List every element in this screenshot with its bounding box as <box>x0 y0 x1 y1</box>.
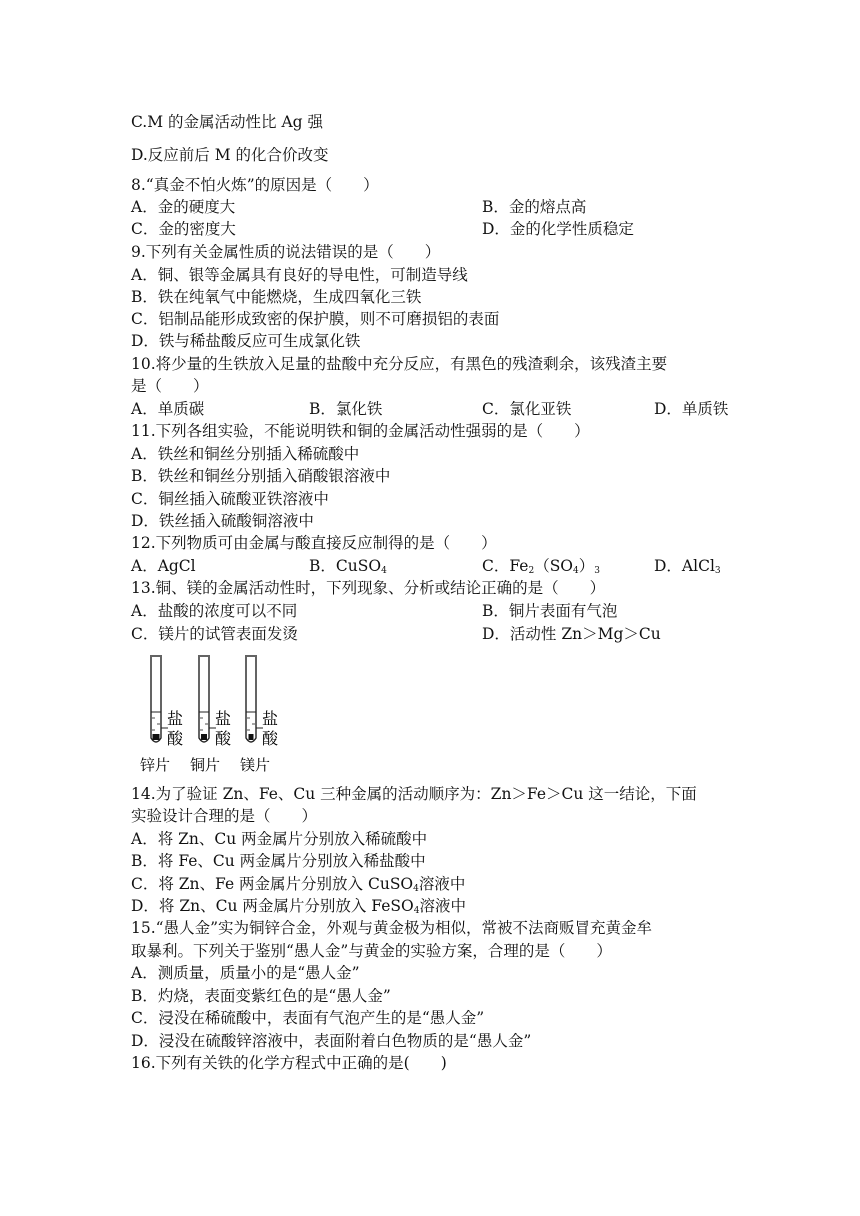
copper-plate-label: 铜片 <box>190 756 221 774</box>
test-tube-zinc <box>150 656 168 742</box>
q8-option-b: B．金的熔点高 <box>482 198 587 216</box>
q13-option-d: D．活动性 Zn＞Mg＞Cu <box>482 625 661 643</box>
q9-option-d: D．铁与稀盐酸反应可生成氯化铁 <box>131 332 361 350</box>
q10-option-b: B．氯化铁 <box>309 400 383 418</box>
acid-label-3-bottom: 酸 <box>262 729 279 748</box>
q8-option-a: A．金的硬度大 <box>131 198 236 216</box>
magnesium-plate-label: 镁片 <box>240 756 271 774</box>
acid-label-2-bottom: 酸 <box>215 729 232 748</box>
q15-option-b: B．灼烧，表面变紫红色的是“愚人金” <box>131 987 391 1005</box>
q15-option-c: C．浸没在稀硫酸中，表面有气泡产生的是“愚人金” <box>131 1009 485 1027</box>
q12-option-d: D．AlCl$_3$ <box>654 557 721 576</box>
q14-option-b: B．将 Fe、Cu 两金属片分别放入稀盐酸中 <box>131 852 426 870</box>
q13-option-b: B．铜片表面有气泡 <box>482 602 618 620</box>
q8-option-d: D．金的化学性质稳定 <box>482 220 634 238</box>
question-15-stem-line1: 15.“愚人金”实为铜锌合金，外观与黄金极为相似，常被不法商贩冒充黄金牟 <box>131 919 653 937</box>
q14-option-d: D．将 Zn、Cu 两金属片分别放入 FeSO$_4$溶液中 <box>131 897 466 916</box>
q13-option-a: A．盐酸的浓度可以不同 <box>131 602 298 620</box>
q13-option-c: C．镁片的试管表面发烫 <box>131 625 298 643</box>
q10-option-c: C．氯化亚铁 <box>482 400 572 418</box>
question-13-stem: 13.铜、镁的金属活动性时，下列现象、分析或结论正确的是（ ） <box>131 579 606 597</box>
q10-option-d: D．单质铁 <box>654 400 729 418</box>
q11-option-d: D．铁丝插入硫酸铜溶液中 <box>131 512 314 530</box>
question-11-stem: 11.下列各组实验，不能说明铁和铜的金属活动性强弱的是（ ） <box>131 422 590 440</box>
question-10-stem-line1: 10.将少量的生铁放入足量的盐酸中充分反应，有黑色的残渣剩余，该残渣主要 <box>131 355 668 373</box>
q12-option-c: C．$Fe_2(SO_4)_3$ <box>482 557 600 576</box>
zinc-plate-label: 锌片 <box>140 756 171 774</box>
q9-option-a: A．铜、银等金属具有良好的导电性，可制造导线 <box>131 266 468 284</box>
question-12-stem: 12.下列物质可由金属与酸直接反应制得的是（ ） <box>131 534 497 552</box>
q9-option-c: C．铝制品能形成致密的保护膜，则不可磨损铝的表面 <box>131 310 500 328</box>
q15-option-a: A．测质量，质量小的是“愚人金” <box>131 964 360 982</box>
test-tube-copper <box>198 656 216 742</box>
question-8-stem: 8.“真金不怕火炼”的原因是（ ） <box>131 176 379 194</box>
acid-label-1-top: 盐 <box>167 709 184 728</box>
question-14-stem-line1: 14.为了验证 Zn、Fe、Cu 三种金属的活动顺序为：Zn＞Fe＞Cu 这一结论，下面 <box>131 785 697 803</box>
question-14-stem-line2: 实验设计合理的是（ ） <box>131 807 318 825</box>
q14-option-a: A．将 Zn、Cu 两金属片分别放入稀硫酸中 <box>131 830 428 848</box>
q14-option-c: C．将 Zn、Fe 两金属片分别放入 CuSO$_4$溶液中 <box>131 875 466 894</box>
q15-option-d: D．浸没在硫酸锌溶液中，表面附着白色物质的是“愚人金” <box>131 1032 532 1050</box>
q11-option-b: B．铁丝和铜丝分别插入硝酸银溶液中 <box>131 467 391 485</box>
option-d-q7: D.反应前后 M 的化合价改变 <box>131 146 329 164</box>
q9-option-b: B．铁在纯氧气中能燃烧，生成四氧化三铁 <box>131 288 422 306</box>
q12-option-b: B．CuSO$_4$ <box>309 557 387 576</box>
q12-option-a: A．AgCl <box>131 557 196 575</box>
question-16-stem: 16.下列有关铁的化学方程式中正确的是( ) <box>131 1054 447 1072</box>
option-c-q7: C.M 的金属活动性比 Ag 强 <box>131 113 324 131</box>
question-10-stem-line2: 是（ ） <box>131 377 209 395</box>
acid-label-2-top: 盐 <box>215 709 232 728</box>
acid-label-3-top: 盐 <box>262 709 279 728</box>
q11-option-c: C．铜丝插入硫酸亚铁溶液中 <box>131 490 329 508</box>
q11-option-a: A．铁丝和铜丝分别插入稀硫酸中 <box>131 445 360 463</box>
test-tubes-figure <box>138 654 298 776</box>
question-15-stem-line2: 取暴利。下列关于鉴别“愚人金”与黄金的实验方案，合理的是（ ） <box>131 942 612 960</box>
q8-option-c: C．金的密度大 <box>131 220 236 238</box>
test-tube-magnesium <box>245 656 263 742</box>
question-9-stem: 9.下列有关金属性质的说法错误的是（ ） <box>131 243 441 261</box>
acid-label-1-bottom: 酸 <box>167 729 184 748</box>
q10-option-a: A．单质碳 <box>131 400 205 418</box>
